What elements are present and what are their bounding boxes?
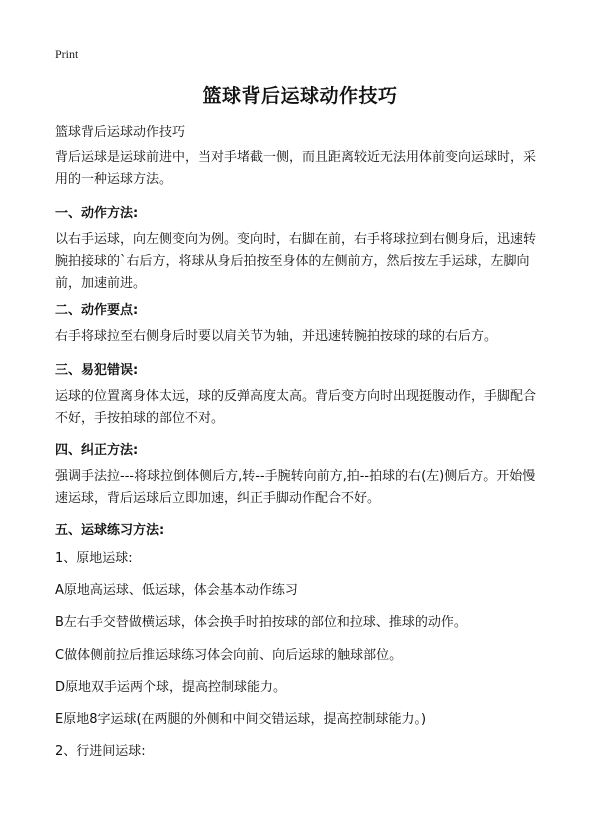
- section-text-corrections: 强调手法拉---将球拉倒体侧后方,转--手腕转向前方,拍--拍球的右(左)侧后方。开始慢速运球，背后运球后立即加速，纠正手脚动作配合不好。: [55, 469, 536, 506]
- section-text-common-errors: 运球的位置离身体太远，球的反弹高度太高。背后变方向时出现挺腹动作，手脚配合不好，手按拍球的部位不对。: [55, 389, 537, 426]
- section-heading-method: 一、动作方法:: [55, 206, 139, 221]
- practice-item: A原地高运球、低运球，体会基本动作练习: [55, 583, 298, 598]
- practice-item: E原地8字运球(在两腿的外侧和中间交错运球，提高控制球能力。): [55, 712, 427, 727]
- document-title: 篮球背后运球动作技巧: [202, 85, 398, 107]
- practice-item: C做体侧前拉后推运球练习体会向前、向后运球的触球部位。: [55, 648, 403, 663]
- section-text-key-points: 右手将球拉至右侧身后时要以肩关节为轴，并迅速转腕拍按球的球的右后方。: [55, 329, 498, 344]
- document-subtitle: 篮球背后运球动作技巧: [55, 125, 186, 140]
- intro-paragraph: 背后运球是运球前进中，当对手堵截一侧，而且距离较近无法用体前变向运球时，采用的一种运球方法。: [55, 150, 537, 187]
- section-text-method: 以右手运球，向左侧变向为例。变向时，右脚在前，右手将球拉到右侧身后，迅速转腕拍接球的`右后方，将球从身后拍按至身体的左侧前方，然后按左手运球，左脚向前，加速前进。: [55, 232, 537, 291]
- section-heading-common-errors: 三、易犯错误:: [55, 363, 139, 378]
- practice-item: D原地双手运两个球，提高控制球能力。: [55, 680, 287, 695]
- print-label[interactable]: Print: [55, 47, 79, 61]
- practice-item: 1、原地运球:: [55, 551, 133, 566]
- section-heading-key-points: 二、动作要点:: [55, 303, 139, 318]
- section-heading-practice: 五、运球练习方法:: [55, 523, 165, 538]
- section-heading-corrections: 四、纠正方法:: [55, 443, 139, 458]
- practice-item: 2、行进间运球:: [55, 744, 146, 759]
- practice-item: B左右手交替做横运球，体会换手时拍按球的部位和拉球、推球的动作。: [55, 615, 467, 630]
